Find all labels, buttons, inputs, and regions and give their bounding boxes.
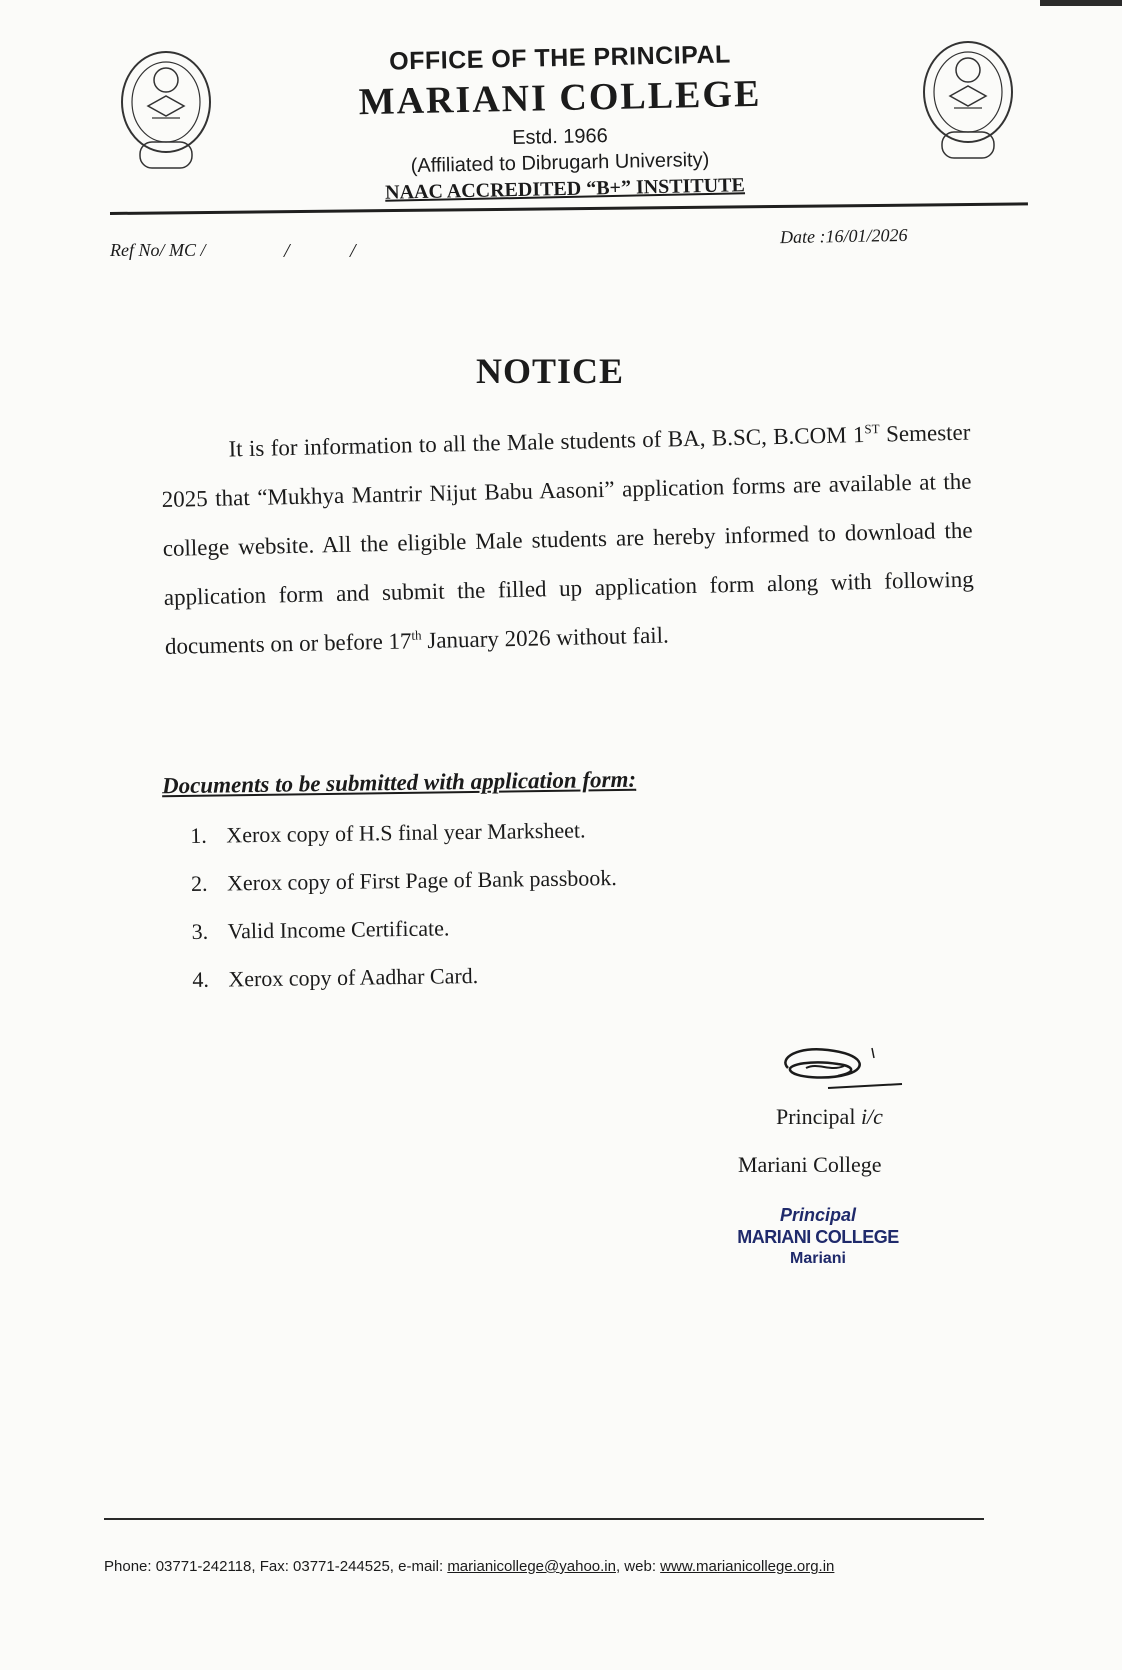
list-item (191, 854, 617, 908)
office-of-principal-heading: OFFICE OF THE PRINCIPAL (388, 40, 732, 76)
reference-number: Ref No/ MC / (110, 240, 206, 260)
list-item (191, 902, 617, 956)
documents-heading: Documents to be submitted with application form: (161, 766, 637, 799)
list-item (192, 950, 618, 1004)
established-year: Estd. 1966 (511, 125, 609, 149)
footer-phone-fax: Phone: 03771-242118, Fax: 03771-244525, e-mail: (104, 1558, 448, 1575)
list-item-number: 3. (191, 918, 209, 944)
stamp-line-3: Mariani (789, 1250, 846, 1267)
signatory-handwritten-suffix: i/c (860, 1104, 883, 1129)
signatory-college: Mariani College (738, 1152, 882, 1177)
stamp-line-1: Principal (779, 1205, 857, 1225)
footer-web-label: , web: (615, 1558, 661, 1575)
notice-body-paragraph (160, 408, 975, 671)
signatory-designation: Principal i/c (776, 1104, 883, 1129)
reference-slash: / (284, 240, 290, 262)
footer-contact (104, 1558, 984, 1575)
header-divider (110, 202, 1028, 215)
notice-title: NOTICE (475, 351, 625, 391)
naac-accreditation: NAAC ACCREDITED “B+” INSTITUTE (384, 174, 746, 204)
documents-list (190, 806, 618, 1004)
college-seal-left-icon (118, 46, 214, 174)
list-item-number: 1. (190, 822, 208, 848)
footer-divider (104, 1518, 984, 1520)
notice-body-part-1: It is for information to all the Male students of BA, B.SC, B.COM 1 (228, 422, 865, 462)
footer-website-link[interactable]: www.marianicollege.org.in (660, 1558, 835, 1575)
notice-body-part-3: January 2026 without fail. (421, 622, 670, 654)
notice-body-superscript: ST (864, 421, 880, 437)
list-item (190, 806, 616, 860)
principal-stamp (718, 1204, 918, 1270)
list-item-text: Valid Income Certificate. (227, 915, 450, 944)
list-item-number: 4. (192, 966, 210, 992)
notice-body-superscript: th (411, 627, 422, 643)
notice-date: Date :16/01/2026 (779, 224, 908, 248)
notice-body-part-2: Semester 2025 that “Mukhya Mantrir Nijut Babu Aasoni” application forms are available at the college website. All the eligible Male students are hereby informed to download the application form and submit the filled up application form along with following documents on or before 17 (161, 419, 974, 659)
list-item-number: 2. (190, 870, 208, 896)
principal-signature-icon (768, 1038, 908, 1098)
scan-edge-mark (1040, 0, 1122, 6)
list-item-text: Xerox copy of H.S final year Marksheet. (226, 817, 586, 848)
list-item-text: Xerox copy of First Page of Bank passbook. (226, 865, 617, 896)
stamp-line-2: MARIANI COLLEGE (737, 1227, 899, 1247)
footer-email-link[interactable]: marianicollege@yahoo.in (447, 1558, 616, 1575)
college-name-heading: MARIANI COLLEGE (358, 72, 762, 124)
reference-slash: / (350, 240, 356, 262)
list-item-text: Xerox copy of Aadhar Card. (228, 962, 479, 992)
affiliation-line: (Affiliated to Dibrugarh University) (410, 148, 710, 178)
college-seal-right-icon (920, 36, 1016, 164)
